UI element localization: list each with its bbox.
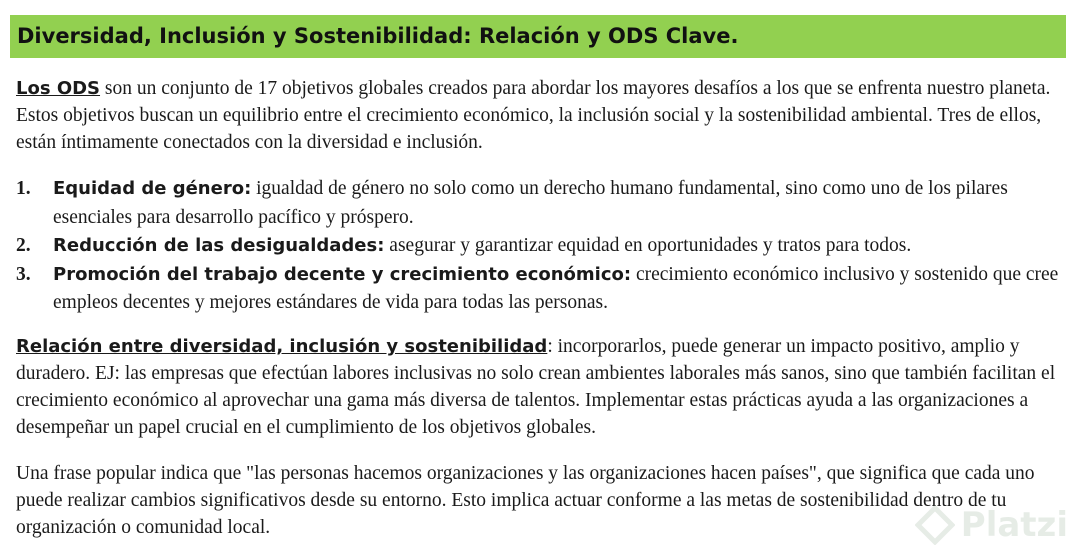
intro-text: son un conjunto de 17 objetivos globales creados para abordar los mayores desafíos a los que se enfrenta nuestro planeta. Estos objetivos buscan un equilibrio entre el crecimiento económico, la inclusión social y la sostenibilidad ambiental. Tres de ellos, están íntimamente conectados con la diversidad e inclusión. <box>16 78 1051 153</box>
platzi-watermark <box>915 505 1068 545</box>
intro-lead: Los ODS <box>16 78 101 99</box>
intro-paragraph <box>16 75 1061 156</box>
list-item-heading: Reducción de las desigualdades: <box>53 235 385 256</box>
ods-list <box>16 175 1061 318</box>
relation-lead: Relación entre diversidad, inclusión y sostenibilidad <box>16 336 548 357</box>
relation-text: : incorporarlos, puede generar un impacto positivo, amplio y duradero. EJ: las empresas que efectúan labores inclusivas no solo crean ambientes laborales más sanos, sino que también facilitan el crecimiento económico al aprovechar una gama más diversa de talentos. Implementar estas prácticas ayuda a las organizaciones a desempeñar un papel crucial en el cumplimiento de los objetivos globales. <box>16 336 1056 438</box>
closing-paragraph: Una frase popular indica que "las personas hacemos organizaciones y las organizaciones hacen países", que significa que cada uno puede realizar cambios significativos desde su entorno. Esto implica actuar conforme a las metas de sostenibilidad dentro de tu organización o comunidad local. <box>16 463 1035 538</box>
list-item <box>16 261 1061 318</box>
list-item-heading: Equidad de género: <box>53 178 252 199</box>
list-item-number: 3. <box>16 263 31 285</box>
platzi-logo-icon <box>915 505 955 545</box>
relation-paragraph <box>16 333 1061 441</box>
list-item-text: igualdad de género no solo como un derecho humano fundamental, sino como uno de los pilares esenciales para desarrollo pacífico y próspero. <box>53 178 1008 228</box>
list-item-number: 2. <box>16 235 31 256</box>
watermark-text: Platzi <box>960 505 1068 545</box>
list-item <box>16 232 1061 261</box>
list-item-text: asegurar y garantizar equidad en oportunidades y tratos para todos. <box>384 235 912 256</box>
list-item-number: 1. <box>16 178 31 199</box>
list-item-text: crecimiento económico inclusivo y sostenido que cree empleos decentes y mejores estándares de vida para todas las personas. <box>53 263 1059 313</box>
list-item <box>16 175 1061 232</box>
page-title: Diversidad, Inclusión y Sostenibilidad: Relación y ODS Clave. <box>10 15 1066 58</box>
list-item-heading: Promoción del trabajo decente y crecimiento económico: <box>53 263 632 285</box>
